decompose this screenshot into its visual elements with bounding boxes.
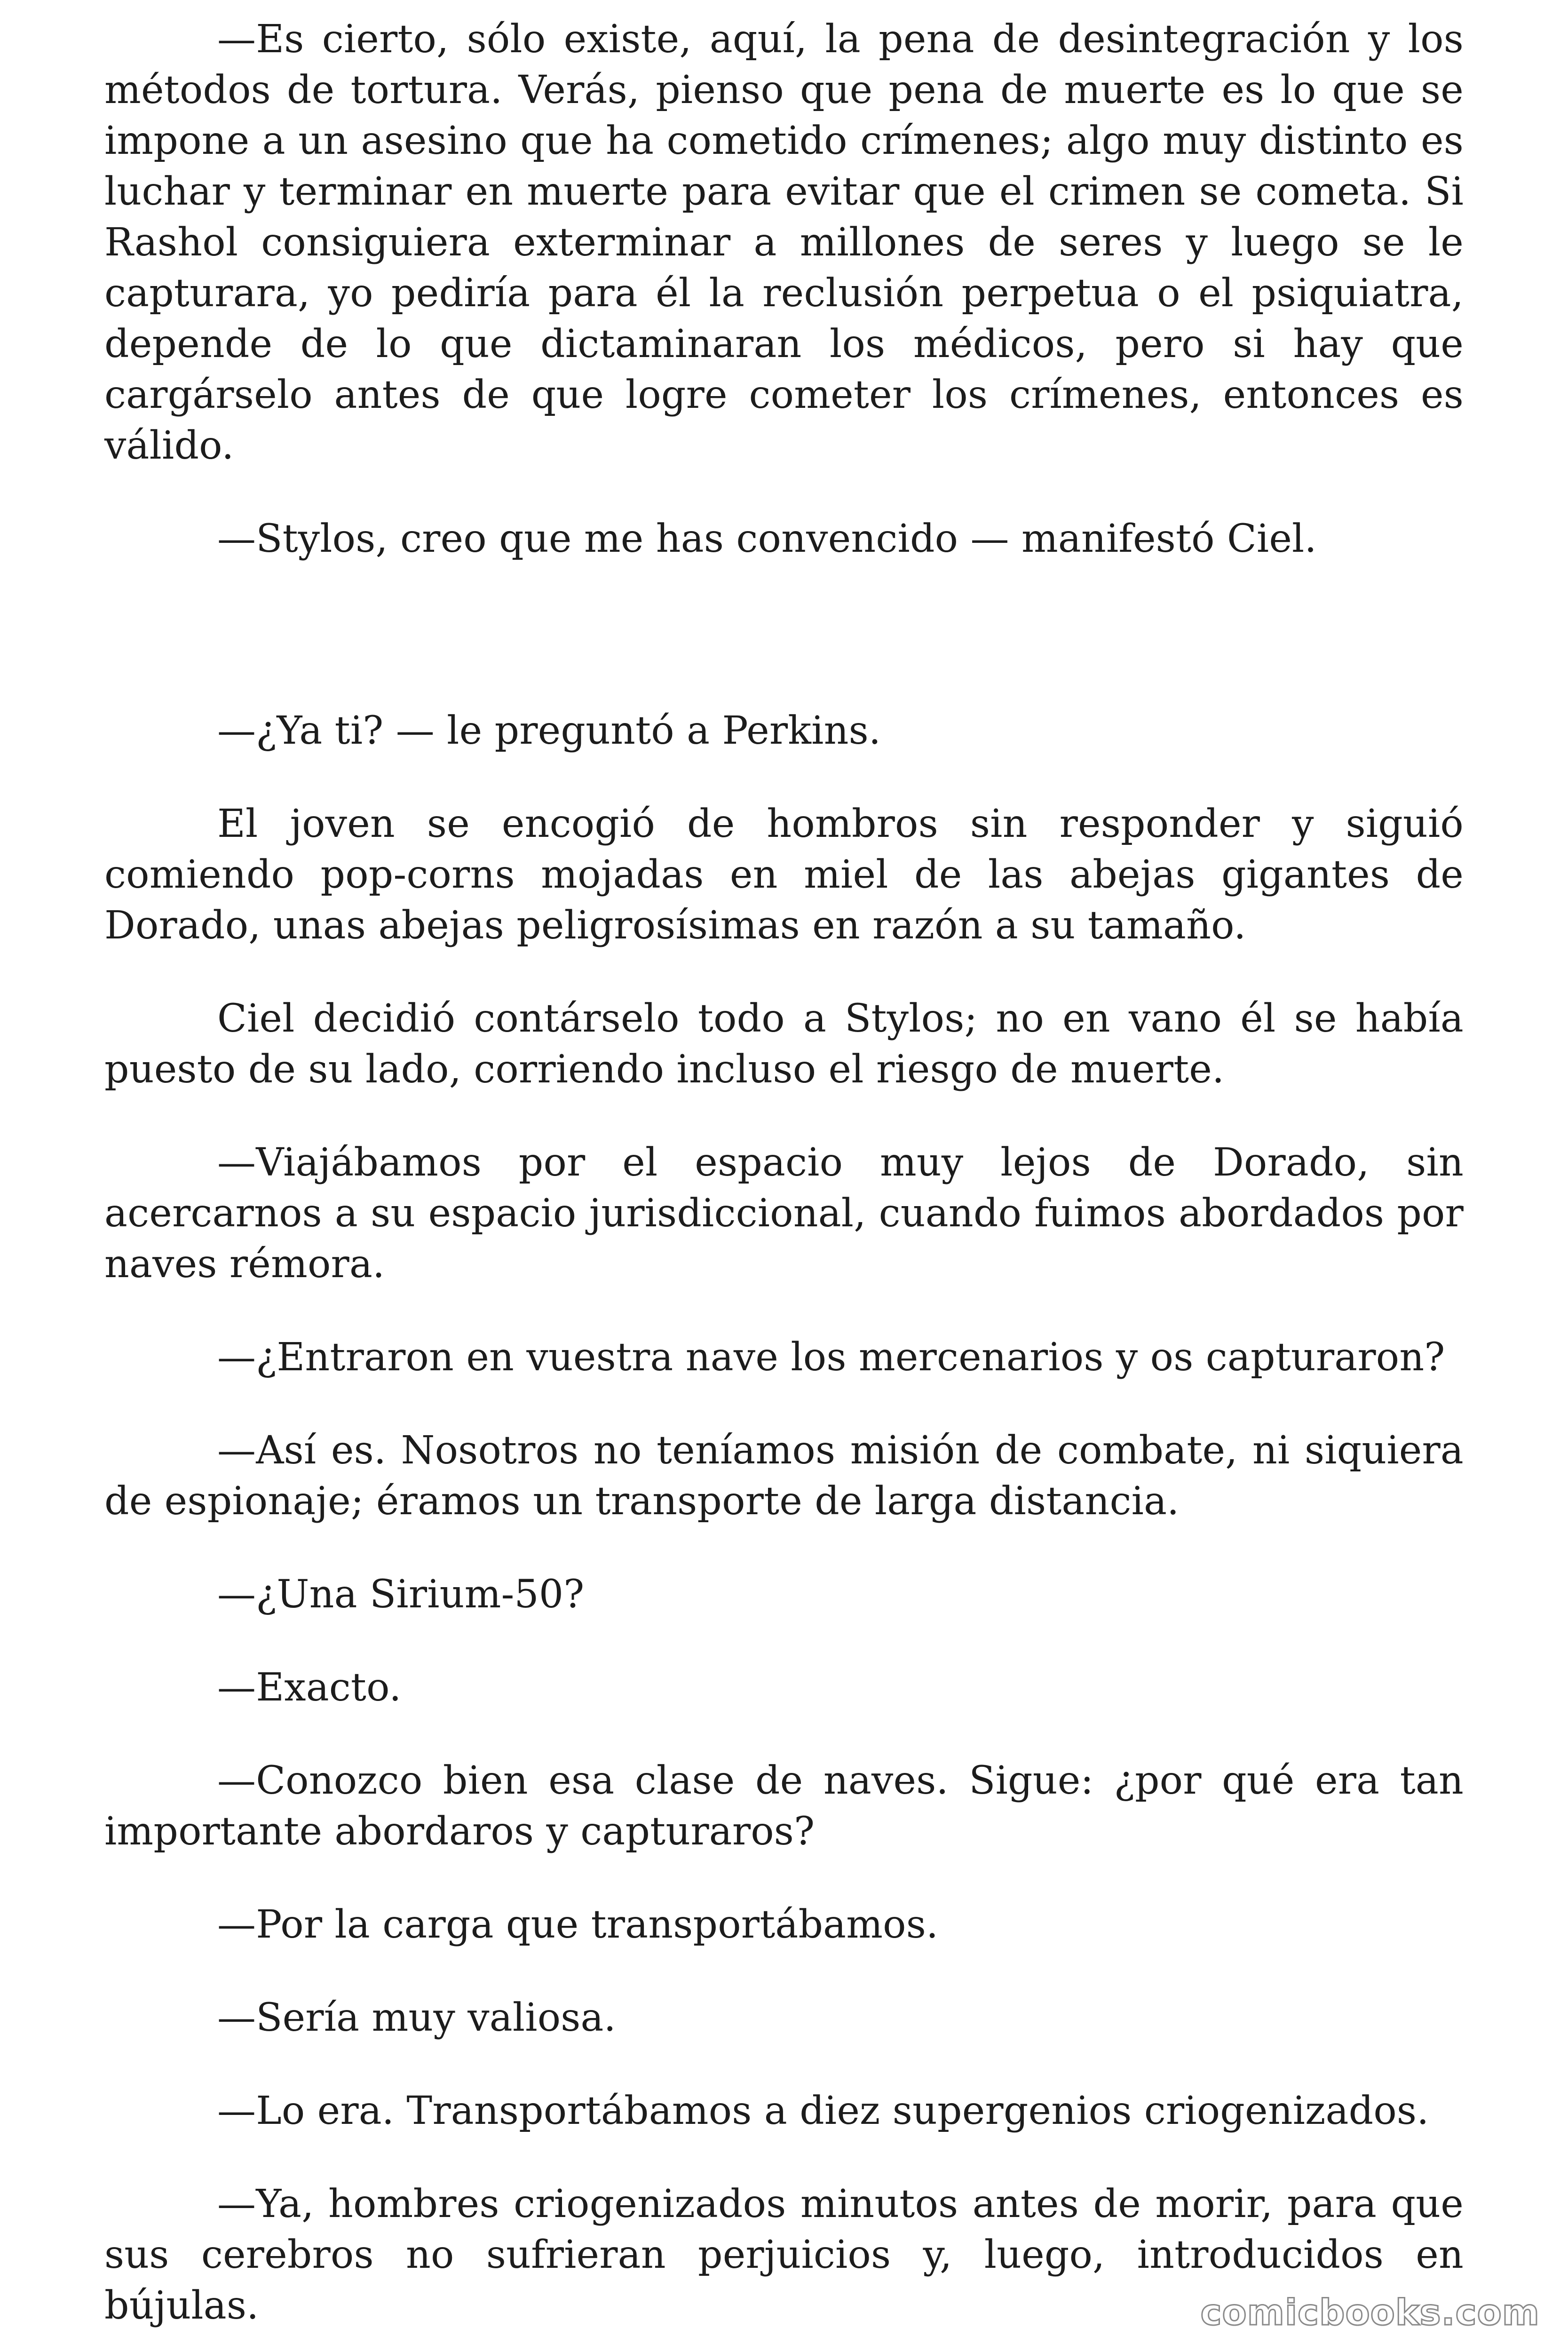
paragraph: —Por la carga que transportábamos. bbox=[217, 1902, 939, 1947]
paragraph: —Conozco bien esa clase de naves. Sigue: ¿por qué era tan importante abordaros y capturaros? bbox=[104, 1758, 1464, 1854]
paragraph: El joven se encogió de hombros sin responder y siguió comiendo pop-corns mojadas en miel de las abejas gigantes de Dorado, unas abejas peligrosísimas en razón a su tamaño. bbox=[104, 802, 1464, 948]
paragraph: Ciel decidió contárselo todo a Stylos; no en vano él se había puesto de su lado, corriendo incluso el riesgo de muerte. bbox=[104, 996, 1464, 1092]
watermark: comicbooks.com bbox=[1200, 2291, 1540, 2333]
paragraph: —Así es. Nosotros no teníamos misión de combate, ni siquiera de espionaje; éramos un transporte de larga distancia. bbox=[104, 1428, 1464, 1524]
paragraph: —Exacto. bbox=[217, 1665, 402, 1710]
paragraph: —Ya, hombres criogenizados minutos antes de morir, para que sus cerebros no sufrieran perjuicios y, luego, introducidos en bújulas. bbox=[104, 2182, 1464, 2328]
paragraph: —¿Entraron en vuestra nave los mercenarios y os capturaron? bbox=[217, 1335, 1445, 1380]
paragraph: —Stylos, creo que me has convencido — manifestó Ciel. bbox=[217, 516, 1317, 561]
paragraph: —Sería muy valiosa. bbox=[217, 1995, 616, 2040]
paragraph: —¿Una Sirium-50? bbox=[217, 1572, 585, 1617]
paragraph: —Lo era. Transportábamos a diez supergenios criogenizados. bbox=[217, 2089, 1429, 2133]
paragraph: —¿Ya ti? — le preguntó a Perkins. bbox=[217, 708, 881, 753]
paragraph: —Viajábamos por el espacio muy lejos de Dorado, sin acercarnos a su espacio jurisdiccional, cuando fuimos abordados por naves rémora. bbox=[104, 1140, 1464, 1287]
document-page bbox=[104, 14, 1464, 2352]
paragraph: —Es cierto, sólo existe, aquí, la pena de desintegración y los métodos de tortura. Verás, pienso que pena de muerte es lo que se impone a un asesino que ha cometido crímenes; algo muy distinto es luchar y terminar en muerte para evitar que el crimen se cometa. Si Rashol consiguiera exterminar a millones de seres y luego se le capturara, yo pediría para él la reclusión perpetua o el psiquiatra, depende de lo que dictaminaran los médicos, pero si hay que cargárselo antes de que logre cometer los crímenes, entonces es válido. bbox=[104, 17, 1464, 468]
